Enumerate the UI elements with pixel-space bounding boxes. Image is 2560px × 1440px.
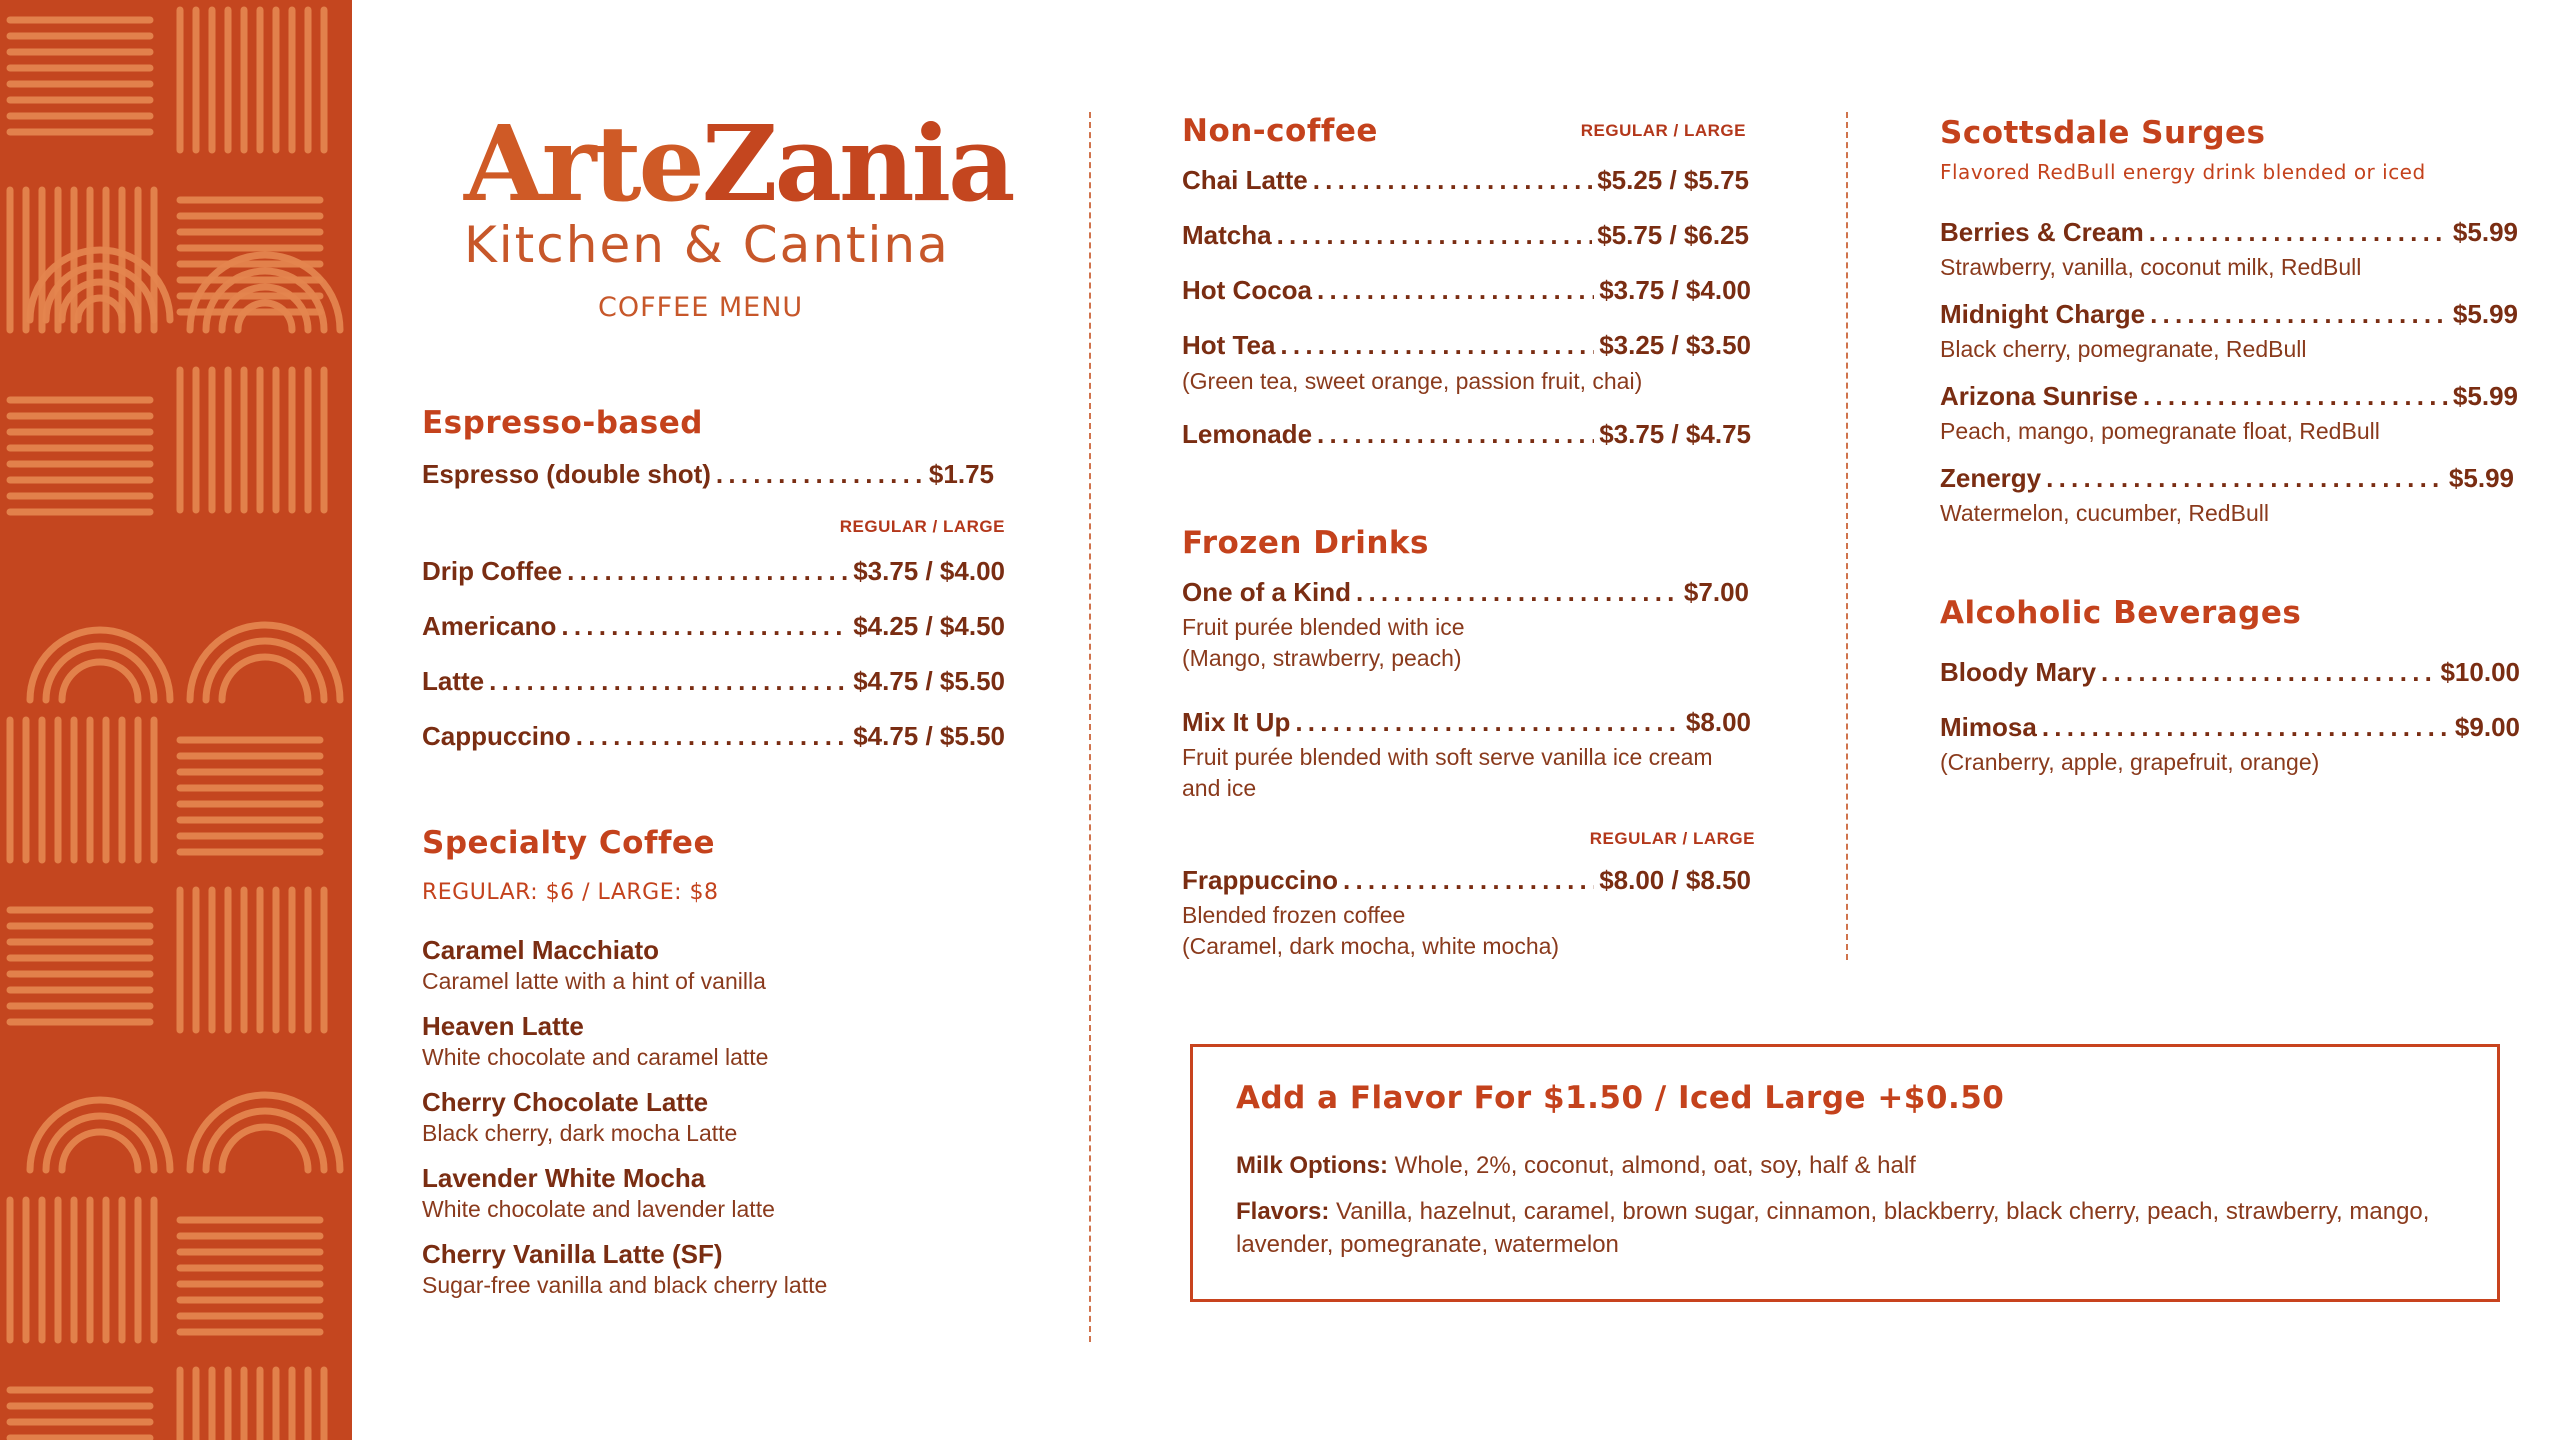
brand-subtitle: Kitchen & Cantina [464,216,950,274]
divider-1 [1089,112,1091,1342]
noncoffee-title: Non-coffee [1182,113,1378,149]
menu-item-lemonade: Lemonade . . . $3.75 / $4.75 [1182,418,1751,450]
menu-item-cappuccino: Cappuccino . . . $4.75 / $5.50 [422,720,1005,752]
menu-label: COFFEE MENU [598,292,804,323]
decorative-pattern-panel [0,0,352,1440]
list-item: Lavender White Mocha White chocolate and lavender latte [422,1163,775,1222]
hot-tea-desc: (Green tea, sweet orange, passion fruit, chai) [1182,368,1643,394]
espresso-single-row: Espresso (double shot) . . . $1.75 [422,458,994,490]
specialty-list [422,934,827,1300]
midnight-charge-desc: Black cherry, pomegranate, RedBull [1940,336,2307,362]
zenergy-desc: Watermelon, cucumber, RedBull [1940,500,2269,526]
menu-item-chai-latte: Chai Latte . . . $5.25 / $5.75 [1182,164,1749,196]
milk-options-label: Milk Options: [1236,1152,1388,1179]
menu-item-mix-it-up: Mix It Up . . . $8.00 [1182,706,1751,738]
menu-item-midnight-charge: Midnight Charge . . . $5.99 [1940,298,2518,330]
brand-logo [464,102,1013,225]
espresso-size-header: REGULAR / LARGE [839,517,1005,536]
one-of-a-kind-desc: Fruit purée blended with ice [1182,614,1465,640]
milk-options: Milk Options: Whole, 2%, coconut, almond, oat, soy, half & half [1236,1152,1916,1179]
menu-item-mimosa: Mimosa . . . $9.00 [1940,711,2520,743]
mix-it-up-desc-2: and ice [1182,775,1257,801]
menu-item-berries-cream: Berries & Cream . . . $5.99 [1940,216,2518,248]
list-item: Cherry Vanilla Latte (SF) Sugar-free vanilla and black cherry latte [422,1239,828,1298]
frappuccino-desc-2: (Caramel, dark mocha, white mocha) [1182,933,1560,959]
arizona-sunrise-desc: Peach, mango, pomegranate float, RedBull [1940,418,2380,444]
menu-item-zenergy: Zenergy . . . $5.99 [1940,462,2514,494]
menu-item-latte: Latte . . . $4.75 / $5.50 [422,665,1005,697]
menu-item-americano: Americano . . . $4.25 / $4.50 [422,610,1005,642]
list-item: Caramel Macchiato Caramel latte with a hint of vanilla [422,935,766,994]
flavor-options-box [1190,1044,2500,1302]
specialty-pricing: REGULAR: $6 / LARGE: $8 [422,880,719,905]
menu-item-hot-tea: Hot Tea . . . $3.25 / $3.50 [1182,329,1751,361]
frozen-size-header: REGULAR / LARGE [1589,829,1755,848]
list-item: Heaven Latte White chocolate and caramel latte [422,1011,769,1070]
addons-title: Add a Flavor For $1.50 / Iced Large +$0.50 [1236,1080,2005,1116]
surges-subtitle: Flavored RedBull energy drink blended or iced [1940,160,2426,184]
brand-name: ArteZania [464,102,1013,225]
surges-title: Scottsdale Surges [1940,115,2266,151]
divider-2 [1846,112,1848,960]
one-of-a-kind-desc-2: (Mango, strawberry, peach) [1182,645,1462,671]
menu-item-arizona-sunrise: Arizona Sunrise . . . $5.99 [1940,380,2518,412]
specialty-title: Specialty Coffee [422,825,715,861]
menu-item-one-of-a-kind: One of a Kind . . . $7.00 [1182,576,1749,608]
mimosa-desc: (Cranberry, apple, grapefruit, orange) [1940,749,2320,775]
noncoffee-size-header: REGULAR / LARGE [1580,121,1746,140]
menu-item-hot-cocoa: Hot Cocoa . . . $3.75 / $4.00 [1182,274,1751,306]
espresso-title: Espresso-based [422,405,703,441]
menu-item-frappuccino: Frappuccino . . . $8.00 / $8.50 [1182,864,1751,896]
flavor-options: Flavors: Vanilla, hazelnut, caramel, brown sugar, cinnamon, blackberry, black cherry, peach, strawberry, mango, lavender, pomegranate, watermelon [1236,1198,2430,1258]
flavors-label: Flavors: [1236,1198,1330,1225]
menu-item-drip-coffee: Drip Coffee . . . $3.75 / $4.00 [422,555,1005,587]
frappuccino-desc: Blended frozen coffee [1182,902,1406,928]
frozen-title: Frozen Drinks [1182,525,1429,561]
berries-cream-desc: Strawberry, vanilla, coconut milk, RedBull [1940,254,2362,280]
menu-item-bloody-mary: Bloody Mary . . . $10.00 [1940,656,2520,688]
alcohol-title: Alcoholic Beverages [1940,595,2302,631]
menu-item-matcha: Matcha . . . $5.75 / $6.25 [1182,219,1749,251]
mix-it-up-desc: Fruit purée blended with soft serve vanilla ice cream [1182,744,1713,770]
list-item: Cherry Chocolate Latte Black cherry, dark mocha Latte [422,1087,738,1146]
